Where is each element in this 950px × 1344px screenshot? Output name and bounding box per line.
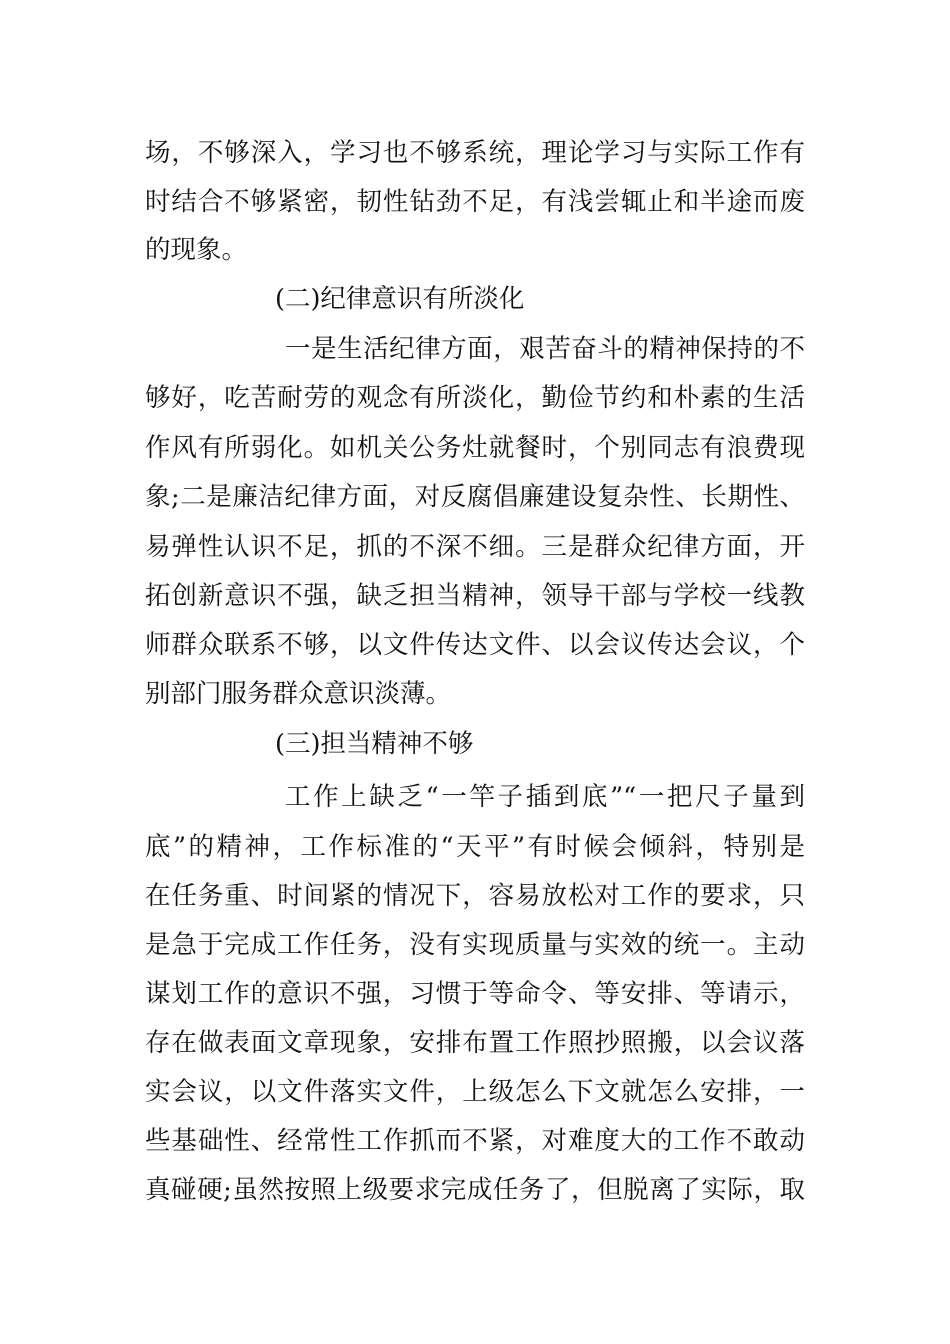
paragraph-line: 一是生活纪律方面，艰苦奋斗的精神保持的不 [285, 334, 805, 364]
paragraph-line: 师群众联系不够，以文件传达文件、以会议传达会议，个 [145, 630, 805, 660]
paragraph-line: 工作上缺乏“一竿子插到底”“一把尺子量到 [285, 782, 805, 812]
paragraph-line: 够好，吃苦耐劳的观念有所淡化，勤俭节约和朴素的生活 [145, 383, 805, 413]
paragraph-line: 些基础性、经常性工作抓而不紧，对难度大的工作不敢动 [145, 1126, 805, 1156]
paragraph-line: 时结合不够紧密，韧性钻劲不足，有浅尝辄止和半途而废 [145, 187, 805, 217]
paragraph-line: 谋划工作的意识不强，习惯于等命令、等安排、等请示， [145, 979, 805, 1009]
paragraph-line: 在任务重、时间紧的情况下，容易放松对工作的要求，只 [145, 881, 805, 911]
paragraph-line: 易弹性认识不足，抓的不深不细。三是群众纪律方面，开 [145, 532, 805, 562]
paragraph-line: 是急于完成工作任务，没有实现质量与实效的统一。主动 [145, 930, 805, 960]
section-heading-discipline: (二)纪律意识有所淡化 [275, 284, 525, 314]
paragraph-line: 作风有所弱化。如机关公务灶就餐时，个别同志有浪费现 [145, 433, 805, 463]
paragraph-line: 底”的精神，工作标准的“天平”有时候会倾斜，特别是 [145, 832, 805, 862]
paragraph-line: 真碰硬;虽然按照上级要求完成任务了，但脱离了实际，取 [145, 1175, 805, 1205]
paragraph-line: 拓创新意识不强，缺乏担当精神，领导干部与学校一线教 [145, 581, 805, 611]
paragraph-line: 象;二是廉洁纪律方面，对反腐倡廉建设复杂性、长期性、 [145, 482, 805, 512]
paragraph-line: 场，不够深入，学习也不够系统，理论学习与实际工作有 [145, 138, 805, 168]
section-heading-responsibility: (三)担当精神不够 [275, 729, 474, 759]
paragraph-line: 的现象。 [145, 235, 248, 265]
paragraph-line: 别部门服务群众意识淡薄。 [145, 679, 452, 709]
paragraph-line: 实会议，以文件落实文件，上级怎么下文就怎么安排，一 [145, 1077, 805, 1107]
paragraph-line: 存在做表面文章现象，安排布置工作照抄照搬，以会议落 [145, 1028, 805, 1058]
